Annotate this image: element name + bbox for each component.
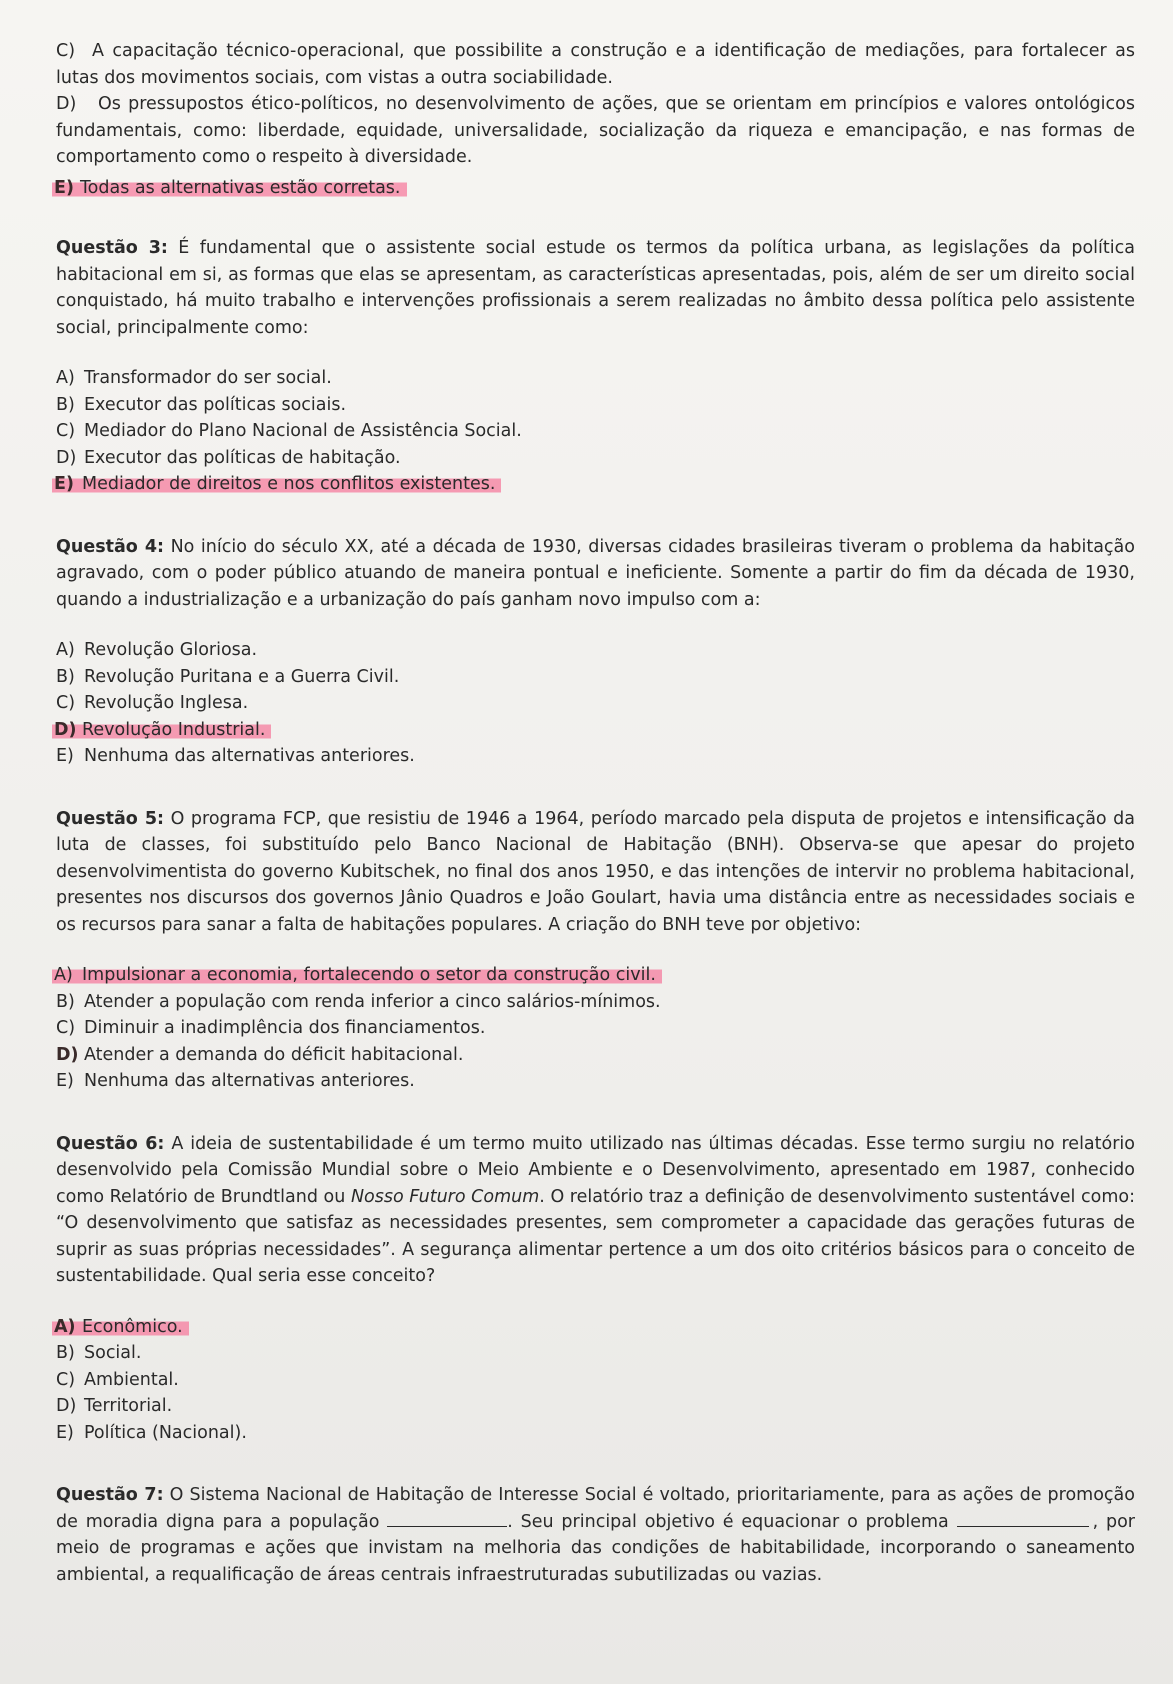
option-text: Mediador do Plano Nacional de Assistência Social.: [84, 421, 522, 441]
option-a-marked[interactable]: [56, 1314, 1135, 1341]
option-c[interactable]: [56, 1367, 1135, 1394]
question-text: O programa FCP, que resistiu de 1946 a 1964, período marcado pela disputa de projetos e intensificação da luta de classes, foi substituído pelo Banco Nacional de Habitação (BNH). Observa-se que apesar do projeto desenvolvimentista do governo Kubitschek, no final dos anos 1950, e das intenções de intervir no problema habitacional, presentes nos discursos dos governos Jânio Quadros e João Goulart, havia uma distância entre as necessidades sociais e os recursos para sanar a falta de habitações populares. A criação do BNH teve por objetivo:: [56, 808, 1135, 935]
options-list: [56, 365, 1135, 498]
report-title: Nosso Futuro Comum: [350, 1186, 540, 1207]
option-d-marked[interactable]: [56, 717, 1135, 744]
option-letter: D): [56, 1044, 79, 1065]
option-b[interactable]: [56, 1340, 1135, 1367]
question-statement: [56, 1482, 1135, 1588]
option-text: Revolução Inglesa.: [84, 693, 249, 713]
question-text-1: O Sistema Nacional de Habitação de Interesse Social é voltado, prioritariamente, para as ações de promoção de moradia digna para a população: [56, 1485, 1135, 1532]
option-text: Mediador de direitos e nos conflitos existentes.: [82, 474, 496, 494]
option-letter: B): [56, 1343, 75, 1363]
option-e-marked[interactable]: [56, 175, 1135, 202]
question-text-3: , por meio de programas e ações que invistam na melhoria das condições de habitabilidade, incorporando o saneamento ambiental, a requalificação de áreas centrais infraestruturadas subutilizadas ou vazias.: [56, 1511, 1135, 1585]
question-text-2: . Seu principal objetivo é equacionar o problema: [507, 1511, 949, 1532]
question-label: Questão 5:: [56, 808, 165, 829]
option-text: Revolução Industrial.: [82, 719, 266, 740]
option-text: Ambiental.: [84, 1369, 179, 1390]
question-6: [56, 1131, 1135, 1447]
option-c[interactable]: [56, 418, 1135, 445]
option-b[interactable]: [56, 989, 1135, 1016]
option-b[interactable]: [56, 392, 1135, 419]
option-text: Revolução Puritana e a Guerra Civil.: [84, 666, 400, 687]
option-letter: D): [56, 447, 77, 468]
option-text: Atender a população com renda inferior a cinco salários-mínimos.: [84, 991, 661, 1012]
option-letter: C): [56, 1369, 76, 1390]
option-letter: B): [56, 394, 75, 415]
option-d[interactable]: [56, 1042, 1135, 1069]
question-text-2: . O relatório traz a definição de desenvolvimento sustentável como: “O desenvolvimento que satisfaz as necessidades presentes, sem comprometer a capacidade das gerações futuras de suprir as suas próprias necessidades”. A segurança alimentar pertence a um dos oito critérios básicos para o conceito de sustentabilidade. Qual seria esse conceito?: [56, 1186, 1135, 1286]
option-e[interactable]: [56, 1068, 1135, 1095]
option-text: Econômico.: [82, 1316, 183, 1337]
option-letter: D): [54, 719, 77, 740]
question-2-tail: [56, 38, 1135, 201]
question-4: [56, 534, 1135, 770]
question-5: [56, 806, 1135, 1095]
option-a-marked[interactable]: [56, 962, 1135, 989]
question-label: Questão 4:: [56, 536, 165, 557]
question-7: [56, 1482, 1135, 1588]
option-letter: E): [56, 1071, 74, 1091]
question-statement: [56, 1131, 1135, 1290]
question-statement: [56, 806, 1135, 939]
answer-highlight: [52, 965, 662, 985]
option-text: Política (Nacional).: [84, 1422, 247, 1443]
option-e-marked[interactable]: [56, 471, 1135, 498]
option-d[interactable]: D) Os pressupostos ético-políticos, no desenvolvimento de ações, que se orientam em princípios e valores ontológicos fundamentais, como: liberdade, equidade, universalidade, socialização da riqueza e emancipação, e nas formas de comportamento como o respeito à diversidade.: [56, 94, 1135, 167]
option-text: Todas as alternativas estão corretas.: [79, 177, 401, 198]
question-text: É fundamental que o assistente social estude os termos da política urbana, as legislações da política habitacional em si, as formas que elas se apresentam, as características apresentadas, pois, além de ser um direito social conquistado, há muito trabalho e intervenções profissionais a serem realizadas no âmbito dessa política pelo assistente social, principalmente como:: [56, 238, 1135, 338]
answer-highlight: [52, 178, 407, 198]
answer-blank-1[interactable]: [387, 1510, 507, 1527]
option-letter: E): [54, 474, 74, 494]
option-a[interactable]: [56, 637, 1135, 664]
option-text: Revolução Gloriosa.: [84, 640, 258, 660]
question-label: Questão 7:: [56, 1485, 164, 1505]
option-a[interactable]: [56, 365, 1135, 392]
question-text: No início do século XX, até a década de 1930, diversas cidades brasileiras tiveram o problema da habitação agravado, com o poder público atuando de maneira pontual e ineficiente. Somente a partir do fim da década de 1930, quando a industrialização e a urbanização do país ganham novo impulso com a:: [56, 536, 1135, 610]
question-text-1: A ideia de sustentabilidade é um termo muito utilizado nas últimas décadas. Esse termo surgiu no relatório desenvolvido pela Comissão Mundial sobre o Meio Ambiente e o Desenvolvimento, apresentado em 1987, conhecido como Relatório de Brundtland ou: [56, 1133, 1135, 1207]
answer-highlight: [52, 720, 271, 740]
option-letter: C): [56, 1018, 76, 1038]
answer-highlight: [52, 1317, 189, 1337]
answer-blank-2[interactable]: [957, 1510, 1089, 1527]
option-text: Executor das políticas sociais.: [84, 394, 347, 415]
option-text: Transformador do ser social.: [84, 368, 332, 388]
option-text: Impulsionar a economia, fortalecendo o setor da construção civil.: [82, 965, 656, 985]
option-text: Executor das políticas de habitação.: [84, 447, 401, 468]
option-letter: B): [56, 991, 75, 1012]
option-text: Nenhuma das alternativas anteriores.: [84, 746, 415, 766]
option-text: Territorial.: [84, 1396, 173, 1416]
option-letter: C): [56, 693, 76, 713]
option-letter: E): [56, 746, 74, 766]
option-d[interactable]: [56, 1393, 1135, 1420]
options-list: [56, 637, 1135, 770]
answer-highlight: [52, 474, 501, 494]
option-c[interactable]: C) A capacitação técnico-operacional, que possibilite a construção e a identificação de mediações, para fortalecer as lutas dos movimentos sociais, com vistas a outra sociabilidade.: [56, 41, 1135, 88]
option-c[interactable]: [56, 690, 1135, 717]
option-e[interactable]: [56, 1420, 1135, 1447]
option-c[interactable]: [56, 1015, 1135, 1042]
option-letter: D): [56, 1396, 77, 1416]
question-label: Questão 3:: [56, 238, 168, 258]
option-letter: A): [54, 965, 73, 985]
option-text: Nenhuma das alternativas anteriores.: [84, 1071, 415, 1091]
options-list: [56, 1314, 1135, 1447]
question-3: [56, 235, 1135, 498]
question-statement: [56, 235, 1135, 341]
option-e[interactable]: [56, 743, 1135, 770]
options-list: [56, 962, 1135, 1095]
option-d[interactable]: [56, 445, 1135, 472]
option-letter: B): [56, 666, 75, 687]
option-letter: A): [56, 368, 75, 388]
option-text: Atender a demanda do déficit habitacional.: [84, 1044, 464, 1065]
option-letter: E): [56, 1422, 74, 1443]
option-letter: E): [54, 177, 74, 198]
question-statement: [56, 534, 1135, 614]
option-text: Diminuir a inadimplência dos financiamentos.: [84, 1018, 486, 1038]
option-text: Social.: [84, 1343, 142, 1363]
option-letter: A): [54, 1316, 76, 1337]
option-b[interactable]: [56, 664, 1135, 691]
option-letter: C): [56, 421, 76, 441]
question-label: Questão 6:: [56, 1133, 165, 1154]
option-letter: A): [56, 640, 75, 660]
